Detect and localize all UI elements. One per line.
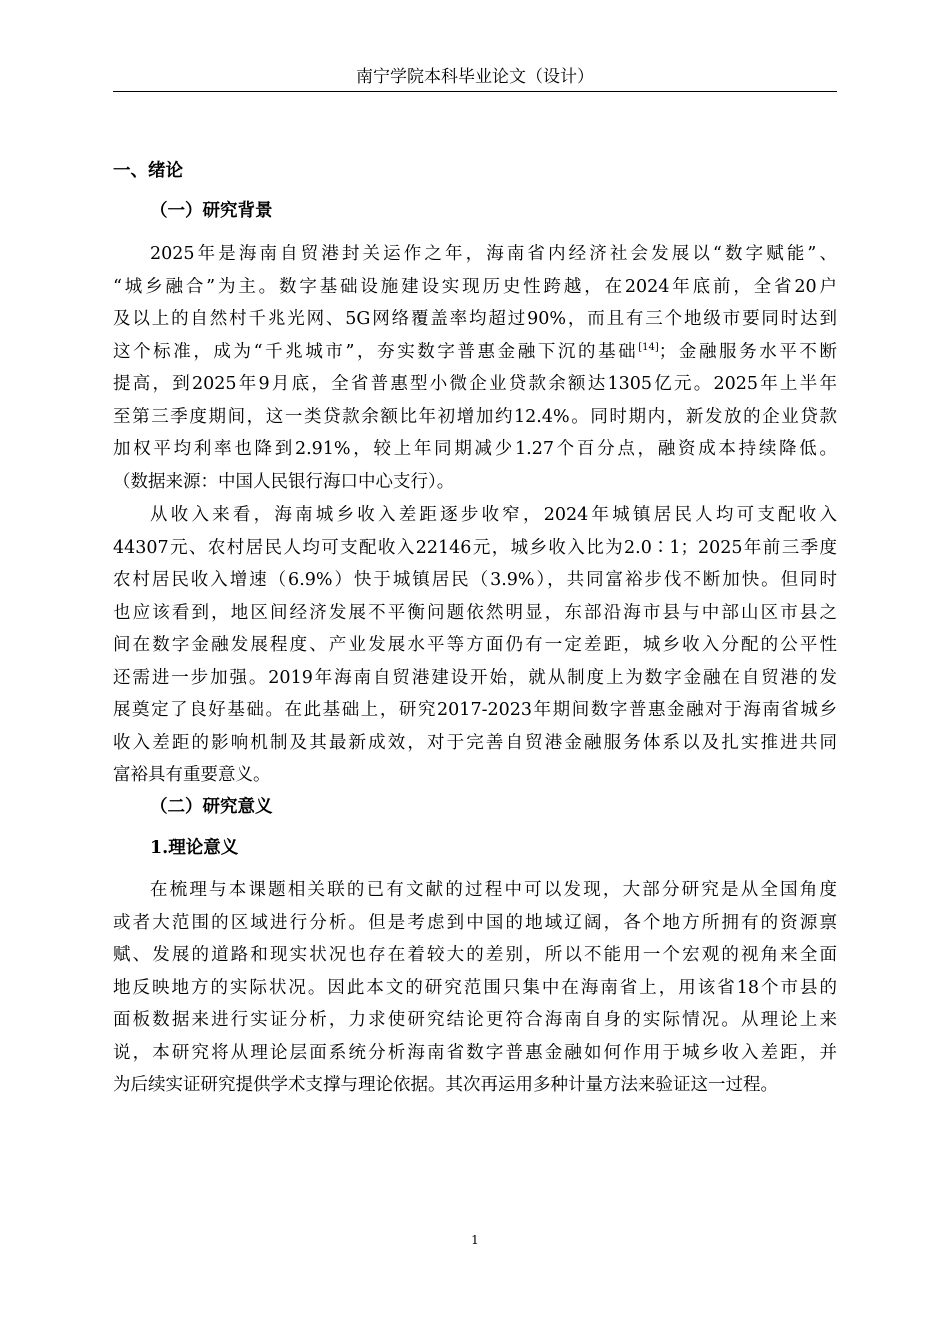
subsection-heading-theory: 1.理论意义: [150, 838, 239, 858]
section-heading-background: （一）研究背景: [150, 201, 273, 221]
text-line: 还需进一步加强。2019年海南自贸港建设开始，就从制度上为数字金融在自贸港的发: [113, 667, 837, 688]
text-fragment: ；金融服务水平不断: [658, 341, 837, 362]
text-fragment: 这个标准，成为“千兆城市”，夯实数字普惠金融下沉的基础: [113, 341, 639, 362]
text-line: 富裕具有重要意义。: [113, 765, 271, 785]
text-line: 地反映地方的实际状况。因此本文的研究范围只集中在海南省上，用该省18个市县的: [113, 977, 837, 998]
paragraph-theory: [113, 874, 837, 1102]
text-line: 2025年是海南自贸港封关运作之年，海南省内经济社会发展以“数字赋能”、: [150, 244, 837, 264]
text-line: 展奠定了良好基础。在此基础上，研究2017-2023年期间数字普惠金融对于海南省城乡: [113, 700, 837, 720]
text-line: 说，本研究将从理论层面系统分析海南省数字普惠金融如何作用于城乡收入差距，并: [113, 1042, 837, 1063]
text-line: 赋、发展的道路和现实状况也存在着较大的差别，所以不能用一个宏观的视角来全面: [113, 945, 837, 965]
page-header: [113, 64, 837, 92]
text-line: 加权平均利率也降到2.91%，较上年同期减少1.27个百分点，融资成本持续降低。: [113, 439, 837, 459]
text-line: 间在数字金融发展程度、产业发展水平等方面仍有一定差距，城乡收入分配的公平性: [113, 635, 837, 655]
header-title: 南宁学院本科毕业论文（设计）: [356, 67, 594, 87]
text-line: 及以上的自然村千兆光网、5G网络覆盖率均超过90%，而且有三个地级市要同时达到: [113, 309, 837, 329]
text-line: 在梳理与本课题相关联的已有文献的过程中可以发现，大部分研究是从全国角度: [150, 880, 837, 900]
text-line: 提高，到2025年9月底，全省普惠型小微企业贷款余额达1305亿元。2025年上半年: [113, 374, 837, 394]
text-line: 农村居民收入增速（6.9%）快于城镇居民（3.9%），共同富裕步伐不断加快。但同时: [113, 570, 837, 590]
paragraph-background-1: [113, 238, 837, 498]
section-heading-significance: （二）研究意义: [150, 797, 273, 817]
text-line: 至第三季度期间，这一类贷款余额比年初增加约12.4%。同时期内，新发放的企业贷款: [113, 406, 837, 427]
text-line: 或者大范围的区域进行分析。但是考虑到中国的地域辽阔，各个地方所拥有的资源禀: [113, 912, 837, 933]
text-line: [113, 336, 837, 369]
text-line: “城乡融合”为主。数字基础设施建设实现历史性跨越，在2024年底前，全省20户: [113, 276, 837, 297]
text-line: 也应该看到，地区间经济发展不平衡问题依然明显，东部沿海市县与中部山区市县之: [113, 602, 837, 623]
text-line: 44307元、农村居民人均可支配收入22146元，城乡收入比为2.0∶1；2025年前三季度: [113, 537, 837, 558]
paragraph-background-2: [113, 499, 837, 792]
chapter-heading: 一、绪论: [113, 161, 183, 181]
page-number: 1: [471, 1233, 479, 1247]
text-line: 面板数据来进行实证分析，力求使研究结论更符合海南自身的实际情况。从理论上来: [113, 1010, 837, 1030]
text-line: 收入差距的影响机制及其最新成效，对于完善自贸港金融服务体系以及扎实推进共同: [113, 732, 837, 753]
text-line: 为后续实证研究提供学术支撑与理论依据。其次再运用多种计量方法来验证这一过程。: [113, 1075, 778, 1095]
text-line: （数据来源：中国人民银行海口中心支行）。: [113, 471, 455, 492]
citation-reference: [14]: [638, 341, 659, 353]
text-line: 从收入来看，海南城乡收入差距逐步收窄，2024年城镇居民人均可支配收入: [150, 505, 837, 525]
